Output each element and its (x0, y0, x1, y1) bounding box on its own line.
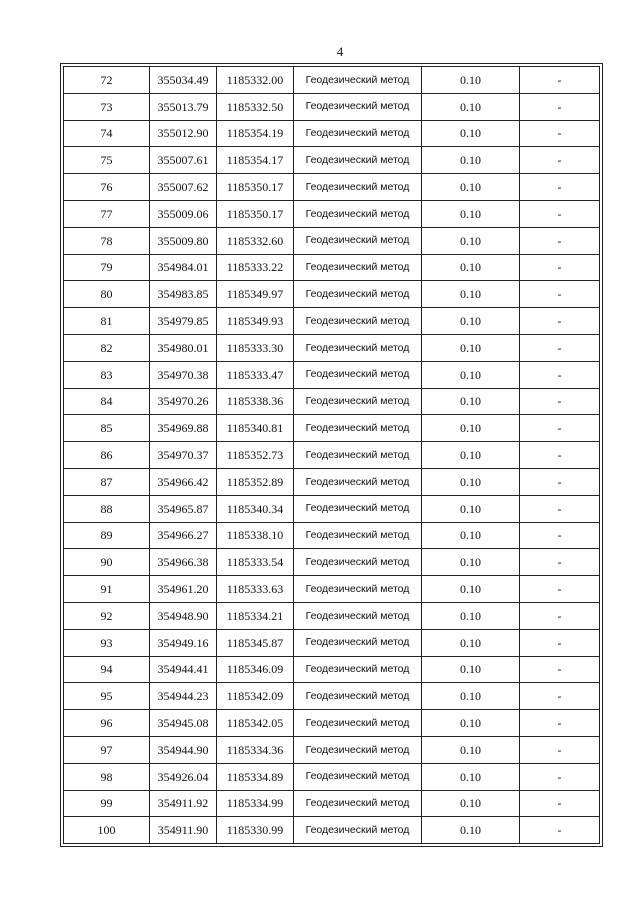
coordinate-y-cell: 1185354.17 (217, 147, 294, 174)
coordinate-x-cell: 355034.49 (150, 67, 217, 94)
coordinate-y-cell: 1185332.00 (217, 67, 294, 94)
table-row (64, 415, 600, 442)
coordinate-y-cell: 1185333.63 (217, 576, 294, 603)
accuracy-cell: 0.10 (422, 710, 520, 737)
table-row (64, 602, 600, 629)
accuracy-cell: 0.10 (422, 495, 520, 522)
point-number-cell: 76 (64, 174, 150, 201)
note-cell: - (520, 468, 600, 495)
method-cell: Геодезический метод (294, 415, 422, 442)
note-cell: - (520, 281, 600, 308)
note-cell: - (520, 227, 600, 254)
note-cell: - (520, 93, 600, 120)
accuracy-cell: 0.10 (422, 790, 520, 817)
coordinate-y-cell: 1185352.89 (217, 468, 294, 495)
method-cell: Геодезический метод (294, 710, 422, 737)
table-row (64, 174, 600, 201)
accuracy-cell: 0.10 (422, 388, 520, 415)
coordinate-y-cell: 1185334.89 (217, 763, 294, 790)
point-number-cell: 80 (64, 281, 150, 308)
note-cell: - (520, 174, 600, 201)
method-cell: Геодезический метод (294, 683, 422, 710)
table-row (64, 495, 600, 522)
accuracy-cell: 0.10 (422, 334, 520, 361)
coordinate-y-cell: 1185334.99 (217, 790, 294, 817)
table-row (64, 576, 600, 603)
coordinate-y-cell: 1185333.47 (217, 361, 294, 388)
note-cell: - (520, 361, 600, 388)
point-number-cell: 92 (64, 602, 150, 629)
method-cell: Геодезический метод (294, 67, 422, 94)
coordinate-x-cell: 354966.42 (150, 468, 217, 495)
table-row (64, 763, 600, 790)
coordinate-x-cell: 354970.26 (150, 388, 217, 415)
point-number-cell: 84 (64, 388, 150, 415)
table-row (64, 442, 600, 469)
point-number-cell: 99 (64, 790, 150, 817)
coordinate-x-cell: 355013.79 (150, 93, 217, 120)
note-cell: - (520, 442, 600, 469)
accuracy-cell: 0.10 (422, 736, 520, 763)
point-number-cell: 89 (64, 522, 150, 549)
coordinate-x-cell: 354965.87 (150, 495, 217, 522)
point-number-cell: 85 (64, 415, 150, 442)
accuracy-cell: 0.10 (422, 442, 520, 469)
table-row (64, 388, 600, 415)
note-cell: - (520, 308, 600, 335)
method-cell: Геодезический метод (294, 147, 422, 174)
note-cell: - (520, 254, 600, 281)
accuracy-cell: 0.10 (422, 361, 520, 388)
coordinate-y-cell: 1185334.21 (217, 602, 294, 629)
coordinate-x-cell: 354966.38 (150, 549, 217, 576)
method-cell: Геодезический метод (294, 468, 422, 495)
point-number-cell: 87 (64, 468, 150, 495)
method-cell: Геодезический метод (294, 629, 422, 656)
coordinate-y-cell: 1185334.36 (217, 736, 294, 763)
coordinate-x-cell: 354970.38 (150, 361, 217, 388)
coordinate-x-cell: 354961.20 (150, 576, 217, 603)
note-cell: - (520, 522, 600, 549)
coordinate-x-cell: 354944.41 (150, 656, 217, 683)
method-cell: Геодезический метод (294, 522, 422, 549)
coordinate-y-cell: 1185338.10 (217, 522, 294, 549)
coordinates-table-body (64, 67, 600, 844)
table-row (64, 710, 600, 737)
coordinate-x-cell: 355007.62 (150, 174, 217, 201)
accuracy-cell: 0.10 (422, 763, 520, 790)
method-cell: Геодезический метод (294, 254, 422, 281)
coordinate-y-cell: 1185346.09 (217, 656, 294, 683)
table-row (64, 790, 600, 817)
coordinate-y-cell: 1185352.73 (217, 442, 294, 469)
note-cell: - (520, 549, 600, 576)
note-cell: - (520, 656, 600, 683)
note-cell: - (520, 629, 600, 656)
coordinate-y-cell: 1185333.22 (217, 254, 294, 281)
method-cell: Геодезический метод (294, 120, 422, 147)
point-number-cell: 82 (64, 334, 150, 361)
coordinate-x-cell: 354970.37 (150, 442, 217, 469)
point-number-cell: 77 (64, 200, 150, 227)
accuracy-cell: 0.10 (422, 817, 520, 844)
point-number-cell: 97 (64, 736, 150, 763)
table-row (64, 67, 600, 94)
method-cell: Геодезический метод (294, 442, 422, 469)
method-cell: Геодезический метод (294, 495, 422, 522)
point-number-cell: 90 (64, 549, 150, 576)
accuracy-cell: 0.10 (422, 415, 520, 442)
note-cell: - (520, 763, 600, 790)
point-number-cell: 88 (64, 495, 150, 522)
table-row (64, 227, 600, 254)
table-row (64, 120, 600, 147)
accuracy-cell: 0.10 (422, 93, 520, 120)
coordinate-x-cell: 354944.23 (150, 683, 217, 710)
method-cell: Геодезический метод (294, 736, 422, 763)
accuracy-cell: 0.10 (422, 683, 520, 710)
coordinate-x-cell: 355009.06 (150, 200, 217, 227)
method-cell: Геодезический метод (294, 790, 422, 817)
note-cell: - (520, 495, 600, 522)
accuracy-cell: 0.10 (422, 147, 520, 174)
table-row (64, 629, 600, 656)
point-number-cell: 73 (64, 93, 150, 120)
accuracy-cell: 0.10 (422, 656, 520, 683)
coordinate-x-cell: 354969.88 (150, 415, 217, 442)
page-number: 4 (336, 44, 344, 59)
table-row (64, 683, 600, 710)
coordinate-x-cell: 354979.85 (150, 308, 217, 335)
coordinate-x-cell: 355007.61 (150, 147, 217, 174)
point-number-cell: 86 (64, 442, 150, 469)
note-cell: - (520, 147, 600, 174)
table-row (64, 817, 600, 844)
method-cell: Геодезический метод (294, 388, 422, 415)
method-cell: Геодезический метод (294, 174, 422, 201)
coordinate-y-cell: 1185349.97 (217, 281, 294, 308)
method-cell: Геодезический метод (294, 227, 422, 254)
table-row (64, 308, 600, 335)
coordinate-x-cell: 354949.16 (150, 629, 217, 656)
coordinate-y-cell: 1185333.54 (217, 549, 294, 576)
coordinate-y-cell: 1185350.17 (217, 174, 294, 201)
accuracy-cell: 0.10 (422, 576, 520, 603)
coordinate-x-cell: 354948.90 (150, 602, 217, 629)
table-row (64, 281, 600, 308)
method-cell: Геодезический метод (294, 656, 422, 683)
coordinate-x-cell: 355009.80 (150, 227, 217, 254)
method-cell: Геодезический метод (294, 576, 422, 603)
accuracy-cell: 0.10 (422, 200, 520, 227)
coordinate-y-cell: 1185330.99 (217, 817, 294, 844)
coordinate-y-cell: 1185349.93 (217, 308, 294, 335)
method-cell: Геодезический метод (294, 93, 422, 120)
point-number-cell: 93 (64, 629, 150, 656)
note-cell: - (520, 334, 600, 361)
point-number-cell: 78 (64, 227, 150, 254)
accuracy-cell: 0.10 (422, 308, 520, 335)
point-number-cell: 72 (64, 67, 150, 94)
point-number-cell: 98 (64, 763, 150, 790)
coordinate-y-cell: 1185332.50 (217, 93, 294, 120)
accuracy-cell: 0.10 (422, 174, 520, 201)
method-cell: Геодезический метод (294, 361, 422, 388)
coordinate-x-cell: 354911.92 (150, 790, 217, 817)
coordinate-x-cell: 354980.01 (150, 334, 217, 361)
table-row (64, 254, 600, 281)
note-cell: - (520, 817, 600, 844)
note-cell: - (520, 120, 600, 147)
method-cell: Геодезический метод (294, 817, 422, 844)
method-cell: Геодезический метод (294, 281, 422, 308)
note-cell: - (520, 790, 600, 817)
note-cell: - (520, 67, 600, 94)
note-cell: - (520, 576, 600, 603)
coordinate-x-cell: 354983.85 (150, 281, 217, 308)
table-row (64, 522, 600, 549)
coordinate-y-cell: 1185345.87 (217, 629, 294, 656)
coordinate-x-cell: 354926.04 (150, 763, 217, 790)
coordinate-y-cell: 1185332.60 (217, 227, 294, 254)
note-cell: - (520, 736, 600, 763)
accuracy-cell: 0.10 (422, 281, 520, 308)
method-cell: Геодезический метод (294, 334, 422, 361)
accuracy-cell: 0.10 (422, 67, 520, 94)
point-number-cell: 79 (64, 254, 150, 281)
point-number-cell: 91 (64, 576, 150, 603)
coordinate-x-cell: 354984.01 (150, 254, 217, 281)
coordinate-x-cell: 354944.90 (150, 736, 217, 763)
point-number-cell: 81 (64, 308, 150, 335)
table-row (64, 736, 600, 763)
accuracy-cell: 0.10 (422, 602, 520, 629)
note-cell: - (520, 200, 600, 227)
point-number-cell: 75 (64, 147, 150, 174)
coordinate-y-cell: 1185338.36 (217, 388, 294, 415)
coordinate-y-cell: 1185333.30 (217, 334, 294, 361)
accuracy-cell: 0.10 (422, 120, 520, 147)
coordinate-x-cell: 354966.27 (150, 522, 217, 549)
method-cell: Геодезический метод (294, 602, 422, 629)
coordinate-x-cell: 354911.90 (150, 817, 217, 844)
table-row (64, 468, 600, 495)
note-cell: - (520, 415, 600, 442)
table-row (64, 656, 600, 683)
table-row (64, 147, 600, 174)
coordinate-x-cell: 354945.08 (150, 710, 217, 737)
method-cell: Геодезический метод (294, 200, 422, 227)
table-row (64, 93, 600, 120)
coordinate-y-cell: 1185340.81 (217, 415, 294, 442)
point-number-cell: 95 (64, 683, 150, 710)
coordinate-y-cell: 1185342.05 (217, 710, 294, 737)
note-cell: - (520, 683, 600, 710)
accuracy-cell: 0.10 (422, 468, 520, 495)
point-number-cell: 96 (64, 710, 150, 737)
table-row (64, 200, 600, 227)
note-cell: - (520, 602, 600, 629)
point-number-cell: 74 (64, 120, 150, 147)
coordinate-y-cell: 1185350.17 (217, 200, 294, 227)
coordinates-table (63, 66, 600, 844)
method-cell: Геодезический метод (294, 763, 422, 790)
note-cell: - (520, 388, 600, 415)
coordinate-x-cell: 355012.90 (150, 120, 217, 147)
coordinate-y-cell: 1185354.19 (217, 120, 294, 147)
accuracy-cell: 0.10 (422, 254, 520, 281)
table-row (64, 334, 600, 361)
accuracy-cell: 0.10 (422, 227, 520, 254)
method-cell: Геодезический метод (294, 549, 422, 576)
coordinate-y-cell: 1185340.34 (217, 495, 294, 522)
method-cell: Геодезический метод (294, 308, 422, 335)
accuracy-cell: 0.10 (422, 549, 520, 576)
point-number-cell: 94 (64, 656, 150, 683)
table-row (64, 361, 600, 388)
note-cell: - (520, 710, 600, 737)
point-number-cell: 100 (64, 817, 150, 844)
accuracy-cell: 0.10 (422, 522, 520, 549)
accuracy-cell: 0.10 (422, 629, 520, 656)
coordinate-y-cell: 1185342.09 (217, 683, 294, 710)
table-row (64, 549, 600, 576)
point-number-cell: 83 (64, 361, 150, 388)
